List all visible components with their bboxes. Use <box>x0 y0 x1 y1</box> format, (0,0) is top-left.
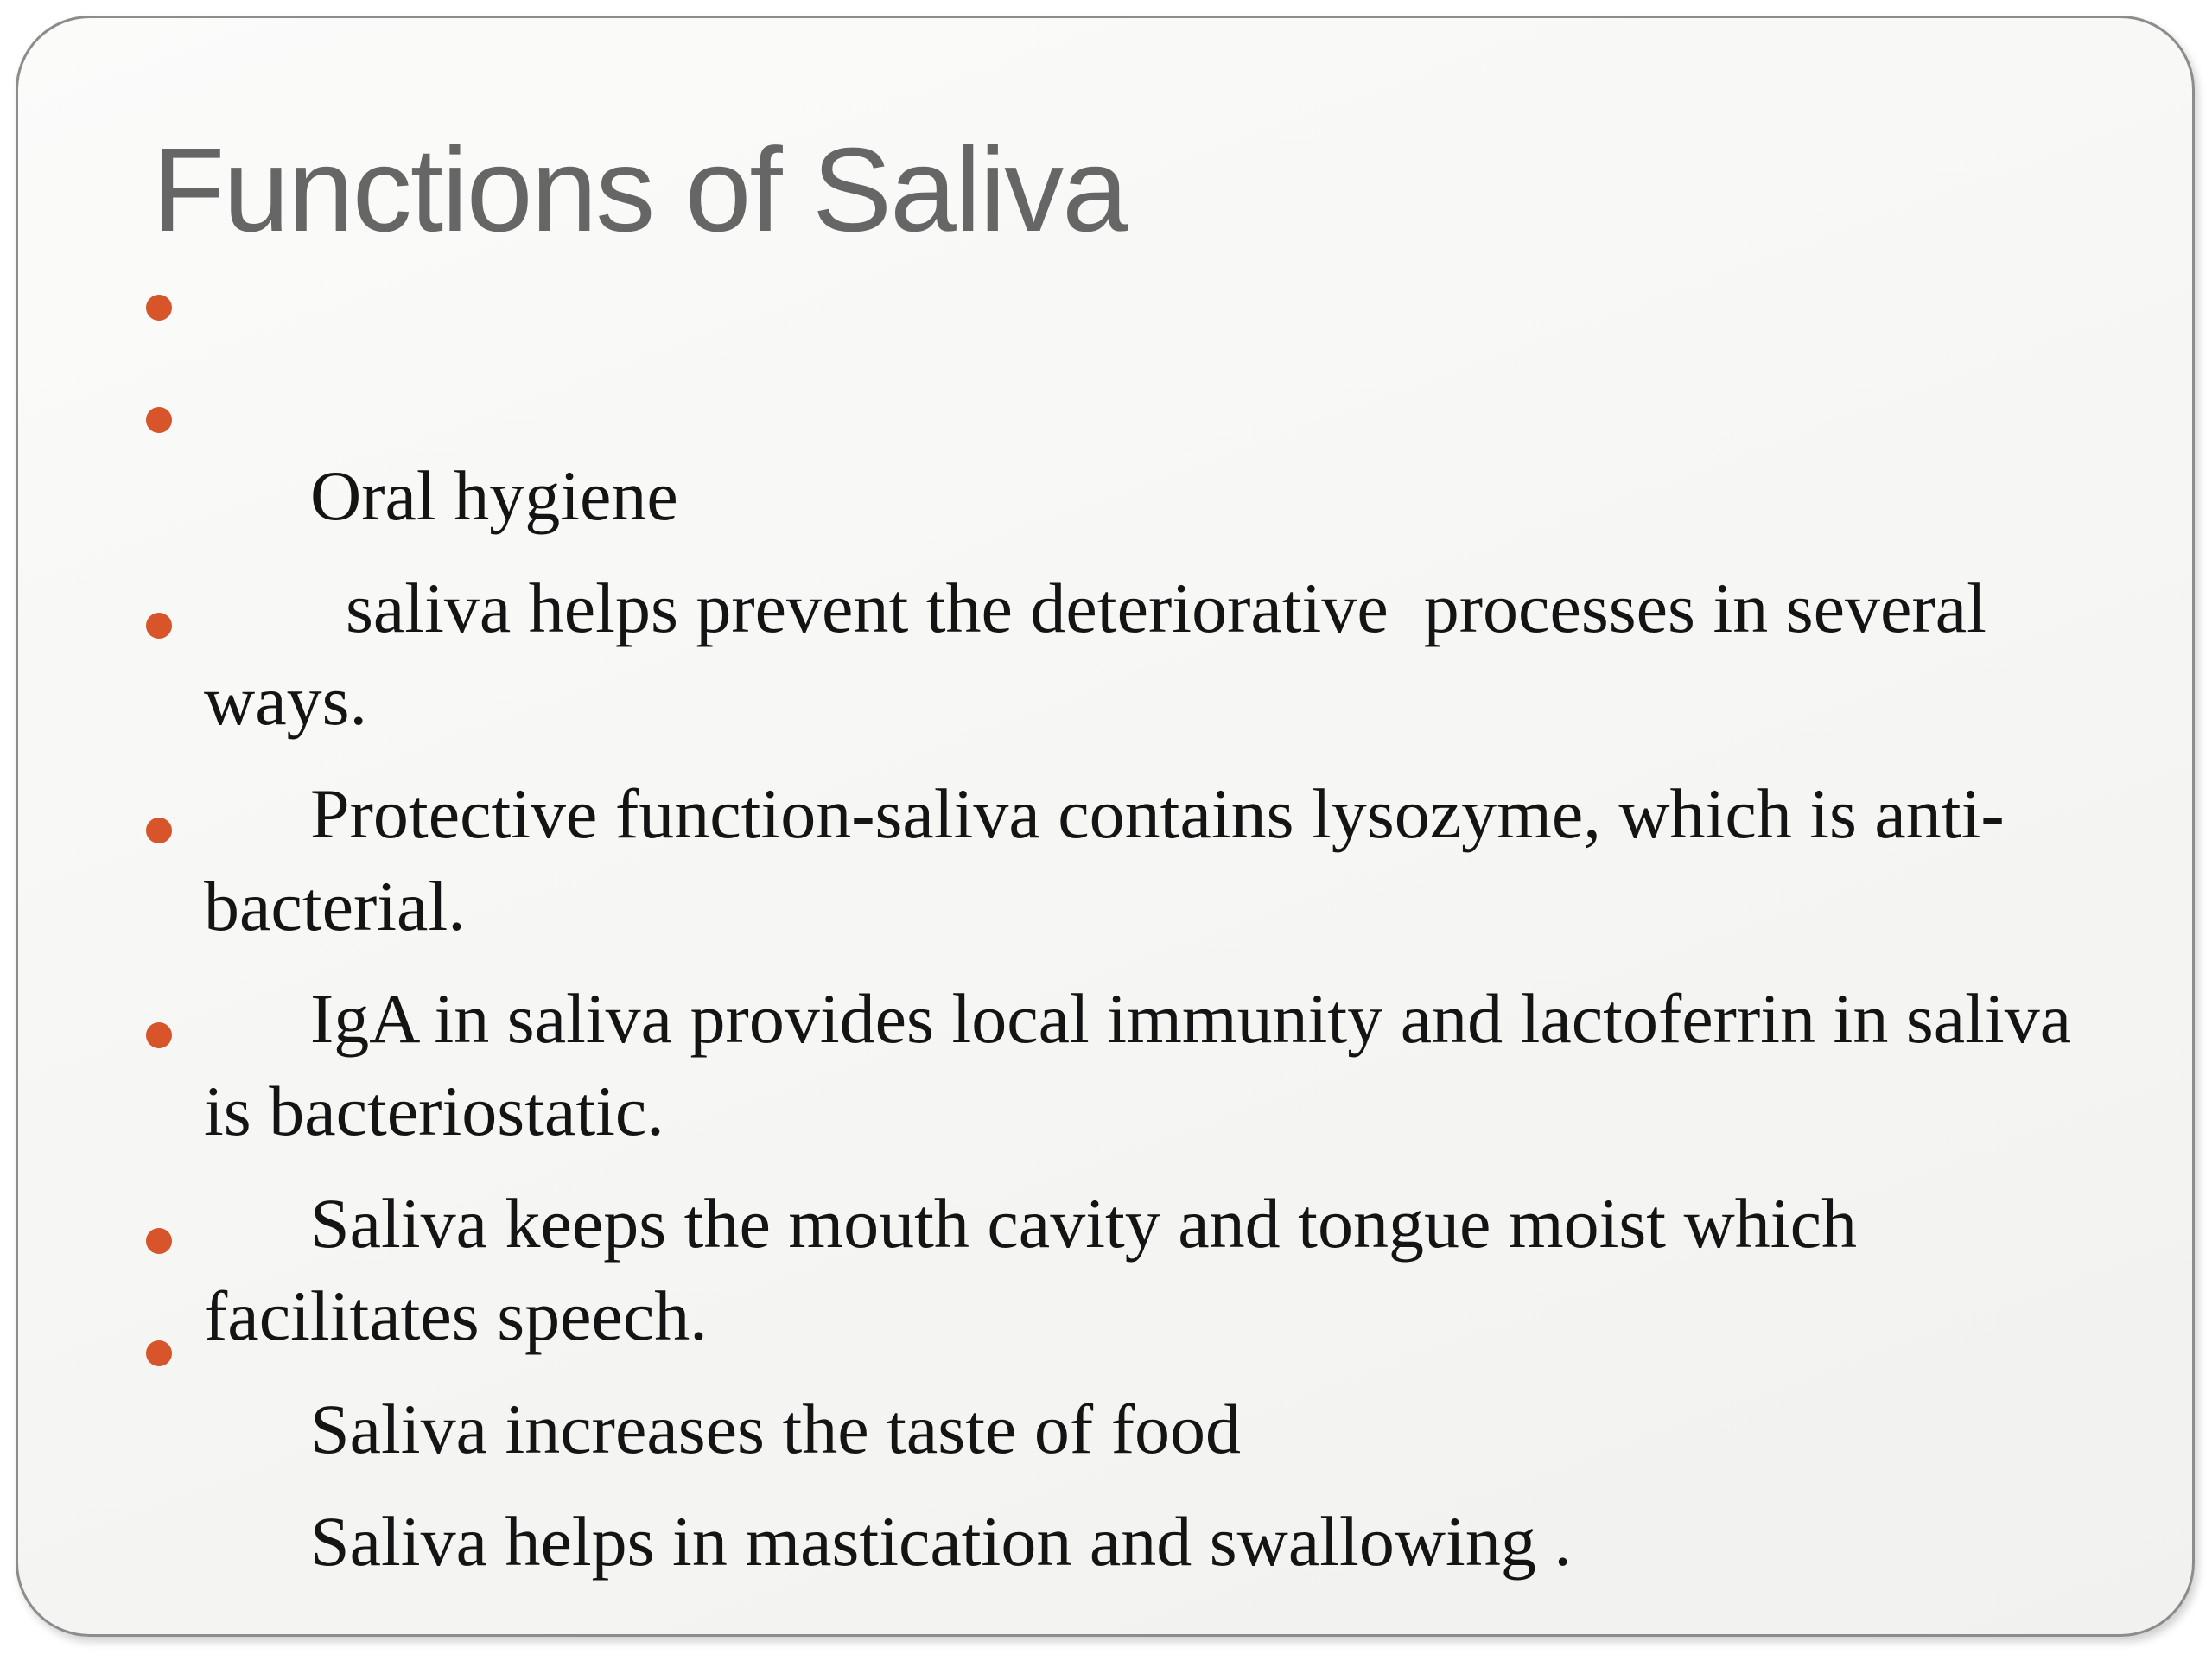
bullet-text: Oral hygiene <box>310 456 678 535</box>
bullet-dot-icon <box>146 1228 172 1254</box>
bullet-item-mastication <box>204 1310 2122 1680</box>
slide <box>16 16 2195 1637</box>
bullet-dot-icon <box>146 613 172 639</box>
bullet-dot-icon <box>146 295 172 321</box>
bullet-text: Protective function-saliva contains lysozyme, which is anti-bacterial. <box>204 774 2005 945</box>
bullet-text: IgA in saliva provides local immunity and lactoferrin in saliva is bacteriostatic. <box>204 979 2089 1150</box>
bullet-dot-icon <box>146 1340 172 1366</box>
bullet-text: saliva helps prevent the deteriorative processes in several ways. <box>204 569 2005 740</box>
bullet-dot-icon <box>146 818 172 843</box>
bullet-dot-icon <box>146 407 172 433</box>
bullet-text: Saliva helps in mastication and swallowing . <box>310 1502 1572 1581</box>
bullet-text: Saliva keeps the mouth cavity and tongue moist which facilitates speech. <box>204 1184 1875 1355</box>
bullet-list <box>18 18 2192 1634</box>
bullet-text: Saliva increases the taste of food <box>310 1390 1242 1468</box>
slide-title: Functions of Saliva <box>152 124 1127 257</box>
bullet-dot-icon <box>146 1022 172 1048</box>
